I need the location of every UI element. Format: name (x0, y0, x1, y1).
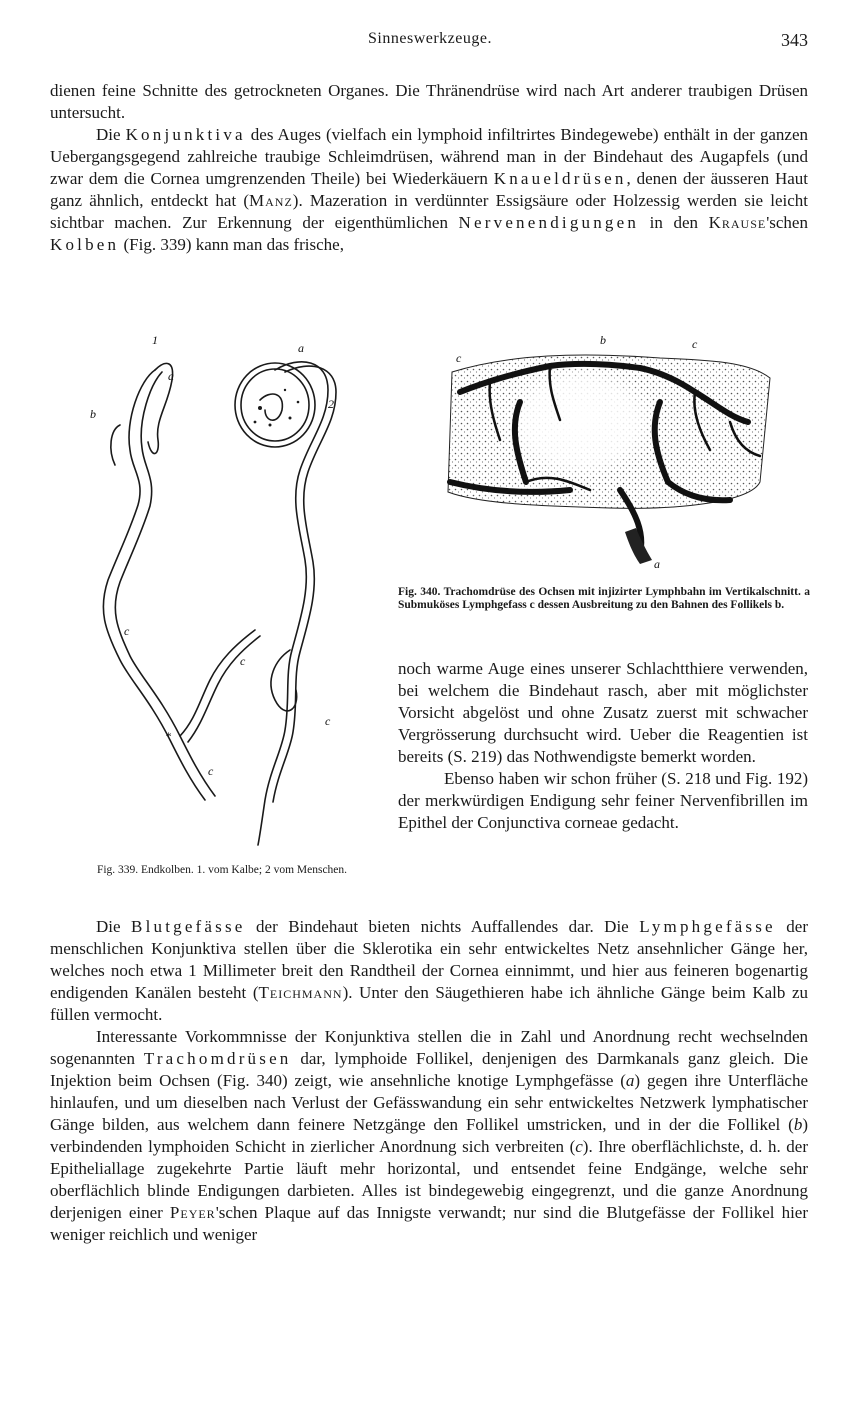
figure-340-trachomdruese (430, 332, 780, 570)
figure-340-label: b (600, 333, 606, 347)
figure-339-label: b (90, 407, 96, 421)
term-knaueldruesen: Knaueldrüsen (493, 169, 627, 188)
author-krause: Krause (708, 213, 767, 232)
term-konjunktiva: Konjunktiva (125, 125, 246, 144)
text-run: der menschlichen Konjunktiva stellen über die Sklerotika ein sehr entwickeltes Netz ansehnlicher Gänge her, welches noch etwa 1 Millimeter breit den Randtheil der Cornea einnimmt, und hier aus feineren bogenartig endigenden Kanälen besteht ( (50, 917, 808, 1002)
author-peyer: Peyer (169, 1203, 216, 1222)
figure-339-endkolben (60, 330, 360, 850)
right-column-text (398, 658, 808, 834)
figure-339-label: 2 (328, 397, 334, 411)
paragraph-trachomdruesen (50, 1026, 808, 1246)
text-run: ). Unter den Säugethieren habe ich ähnliche Gänge beim Kalb zu füllen vermocht. (50, 983, 808, 1024)
paragraph-blutgefaesse (50, 916, 808, 1026)
text-run: Interessante Vorkommnisse der Konjunktiva stellen die in Zahl und Anordnung recht wechselnden sogenannten (50, 1027, 808, 1068)
figure-340-label: a (654, 557, 660, 570)
label-a: a (625, 1071, 635, 1090)
term-lymphgefaesse: Lymphgefässe (639, 917, 776, 936)
figure-339-label: * (165, 729, 171, 743)
running-title: Sinneswerkzeuge. (368, 30, 492, 47)
text-run: Die (96, 917, 132, 936)
paragraph-schlachtthiere: noch warme Auge eines unserer Schlachtthiere verwenden, bei welchem die Bindehaut rasch, aber mit möglichster Vorsicht abgelöst und ohne Zusatz zuerst mit schwacher Vergrösserung durchsucht wird. Ueber die Reagentien ist bereits (S. 219) das Nothwendigste bemerkt worden. (398, 659, 808, 766)
term-kolben: Kolben (50, 235, 120, 254)
text-run: 'schen Plaque auf das Innigste verwandt; nur sind die Blutgefässe der Follikel hier weniger reichlich und weniger (50, 1203, 809, 1244)
paragraph-thraenendruese: dienen feine Schnitte des getrockneten Organes. Die Thränendrüse wird nach Art anderer traubigen Drüsen untersucht. (50, 81, 808, 122)
figure-339-label: c (240, 654, 246, 668)
text-run: ). Mazeration in verdünnter Essigsäure oder Holzessig werden sie leicht sichtbar machen. Zur Erkennung der eigenthümlichen (50, 191, 808, 232)
paragraph-nervenfibrillen: Ebenso haben wir schon früher (S. 218 und Fig. 192) der merkwürdigen Endigung sehr feiner Nervenfibrillen im Epithel der Conjunctiva corneae gedacht. (398, 769, 808, 832)
author-teichmann: Teichmann (258, 983, 343, 1002)
text-run: der Bindehaut bieten nichts Auffallendes dar. Die (245, 917, 640, 936)
author-manz: Manz (249, 191, 293, 210)
figure-340-label: c (692, 337, 698, 351)
text-run: ). Ihre oberflächlichste, d. h. der Epitheliallage zugekehrte Partie läuft mehr horizontal, und entsendet feine Endgänge, welche sehr oberflächlich blinde Endigungen darbieten. Alles ist bindegewebig eingegrenzt, und die ganze Anordnung derjenigen einer (50, 1137, 809, 1222)
text-run: dar, lymphoide Follikel, denjenigen des Darmkanals ganz gleich. Die Injektion beim Ochsen (Fig. 340) zeigt, wie ansehnliche knotige Lymphgefässe ( (50, 1049, 809, 1090)
term-trachomdruesen: Trachomdrüsen (143, 1049, 292, 1068)
figure-339-label: a (298, 341, 304, 355)
figure-339-label: c (325, 714, 331, 728)
page-number: 343 (781, 30, 808, 50)
text-run: in den (639, 213, 709, 232)
label-b: b (793, 1115, 803, 1134)
figure-339-caption: Fig. 339. Endkolben. 1. vom Kalbe; 2 vom Menschen. (96, 864, 348, 876)
figure-339-label: 1 (152, 333, 158, 347)
term-blutgefaesse: Blutgefässe (131, 917, 246, 936)
paragraph-konjunktiva (50, 124, 808, 256)
text-run: 'schen (766, 213, 808, 232)
term-nervenendigungen: Nervenendigungen (458, 213, 640, 232)
figure-339-label: a (168, 369, 174, 383)
figure-340-caption: Fig. 340. Trachomdrüse des Ochsen mit injizirter Lymphbahn im Vertikalschnitt. a Submuköses Lymphgefass c dessen Ausbreitung zu den Bahnen des Follikels b. (398, 586, 810, 611)
running-head (0, 30, 860, 54)
label-c: c (575, 1137, 583, 1156)
figure-340-label: c (456, 351, 462, 365)
bottom-text-block (50, 916, 808, 1246)
text-run: des Auges (vielfach ein lymphoid infiltrirtes Bindegewebe) enthält in der ganzen Uebergangsgegend zahlreiche traubige Schleimdrüsen, während man in der Bindehaut des Augapfels (und zwar dem die Cornea umgrenzenden Theile) bei Wiederkäuern (50, 125, 809, 188)
figure-339-label: c (124, 624, 130, 638)
text-run: ) gegen ihre Unterfläche hinlaufen, und um dieselben nach Verlust der Gefässwandung ein sehr entwickeltes Netzwerk lymphatischer Gänge bilden, aus welchem dann feinere Netzgänge den Follikel umstricken, und in der die Follikel ( (50, 1071, 808, 1134)
text-run: (Fig. 339) kann man das frische, (119, 235, 344, 254)
figure-339-label: c (208, 764, 214, 778)
text-run: , denen der äusseren Haut ganz ähnlich, entdeckt hat ( (50, 169, 808, 210)
text-run: ) verbindenden lymphoiden Schicht in zierlicher Anordnung sich verbreiten ( (50, 1115, 808, 1156)
top-text-block (50, 80, 808, 256)
text-run: Die (96, 125, 126, 144)
